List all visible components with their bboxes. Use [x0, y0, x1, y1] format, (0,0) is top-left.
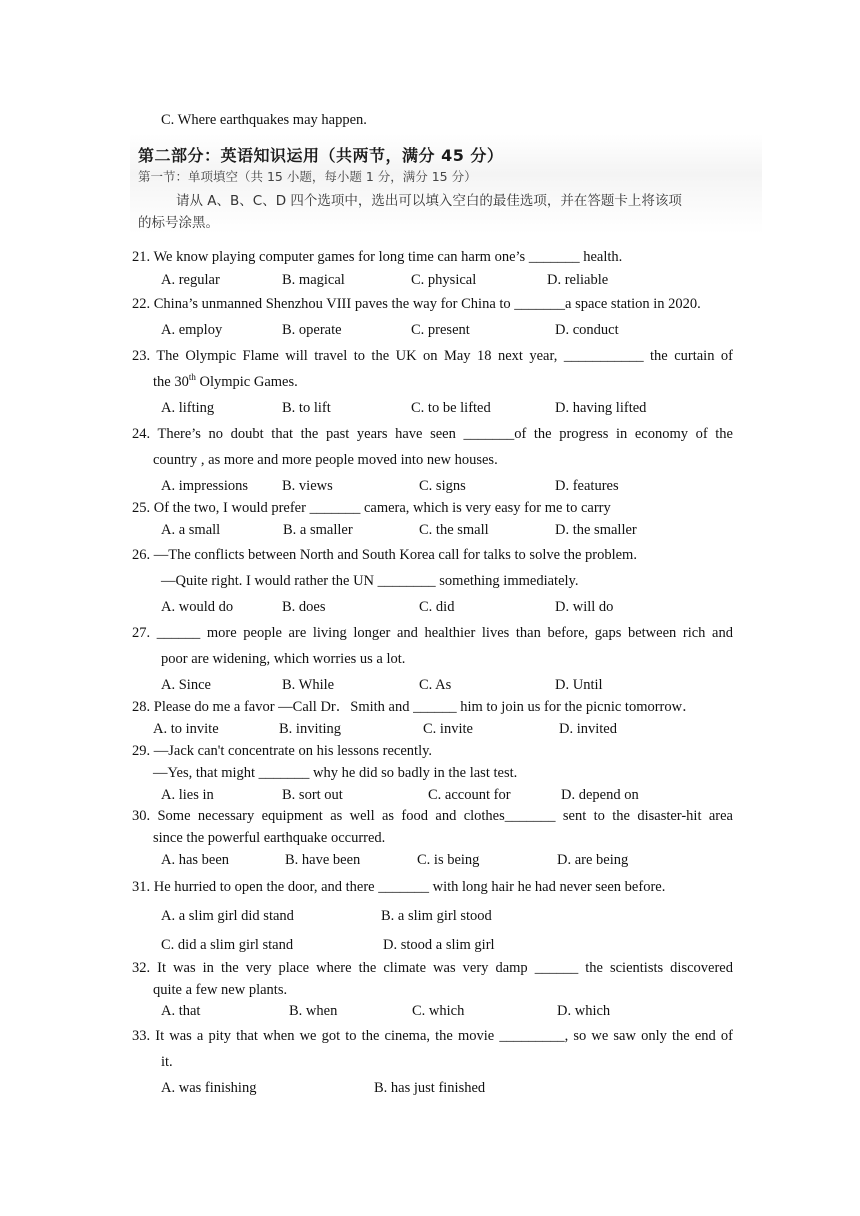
- question-25-option-c: C. the small: [419, 522, 489, 538]
- question-28-option-d: D. invited: [559, 721, 617, 737]
- section-subtitle: 第一节：单项填空（共 15 小题，每小题 1 分，满分 15 分）: [138, 169, 477, 184]
- question-26-option-a: A. would do: [161, 599, 234, 615]
- question-29-stem-line1: 29. —Jack can't concentrate on his lessons recently.: [132, 743, 433, 759]
- question-22-option-a: A. employ: [161, 322, 223, 338]
- question-33-option-a: A. was finishing: [161, 1080, 257, 1096]
- question-29-option-b: B. sort out: [282, 787, 343, 803]
- question-26-stem-line2: —Quite right. I would rather the UN ________ something immediately.: [161, 573, 579, 589]
- question-32-stem-line2: quite a few new plants.: [153, 982, 288, 998]
- question-22-option-c: C. present: [411, 322, 470, 338]
- question-32-option-a: A. that: [161, 1003, 201, 1019]
- question-25-option-a: A. a small: [161, 522, 221, 538]
- question-30-stem-line1: 30. Some necessary equipment as well as food and clothes_______ sent to the disaster-hit area: [132, 808, 733, 824]
- question-26-option-b: B. does: [282, 599, 326, 615]
- question-30-option-c: C. is being: [417, 852, 480, 868]
- question-27-stem-line2: poor are widening, which worries us a lot.: [161, 651, 406, 667]
- question-24-option-c: C. signs: [419, 478, 466, 494]
- question-33-option-b: B. has just finished: [374, 1080, 486, 1096]
- question-22-stem: 22. China’s unmanned Shenzhou VIII paves the way for China to _______a space station in 2020.: [132, 296, 701, 312]
- question-21-option-c: C. physical: [411, 272, 477, 288]
- question-21-stem: 21. We know playing computer games for long time can harm one’s _______ health.: [132, 249, 623, 265]
- question-22-option-d: D. conduct: [555, 322, 619, 338]
- section-title: 第二部分：英语知识运用（共两节，满分 45 分）: [138, 146, 504, 165]
- question-26-stem-line1: 26. —The conflicts between North and South Korea call for talks to solve the problem.: [132, 547, 637, 563]
- question-23-option-a: A. lifting: [161, 400, 215, 416]
- question-24-stem-line1: 24. There’s no doubt that the past years have seen _______of the progress in economy of the: [132, 426, 733, 442]
- question-29-stem-line2: —Yes, that might _______ why he did so badly in the last test.: [153, 765, 518, 781]
- question-27-stem-line1: 27. ______ more people are living longer and healthier lives than before, gaps between rich and: [132, 625, 733, 641]
- question-21-option-b: B. magical: [282, 272, 345, 288]
- question-31-option-c: C. did a slim girl stand: [161, 937, 294, 953]
- question-25-option-b: B. a smaller: [283, 522, 353, 538]
- question-21-option-a: A. regular: [161, 272, 220, 288]
- question-25-option-d: D. the smaller: [555, 522, 637, 538]
- question-29-option-a: A. lies in: [161, 787, 214, 803]
- question-30-stem-line2: since the powerful earthquake occurred.: [153, 830, 386, 846]
- question-30-option-b: B. have been: [285, 852, 361, 868]
- question-29-option-d: D. depend on: [561, 787, 639, 803]
- question-23-option-b: B. to lift: [282, 400, 331, 416]
- section-instruction-line1: 请从 A、B、C、D 四个选项中，选出可以填入空白的最佳选项，并在答题卡上将该项: [176, 193, 682, 209]
- question-23-stem-line1: 23. The Olympic Flame will travel to the UK on May 18 next year, ___________ the curtain of: [132, 348, 733, 364]
- section-instruction-line2: 的标号涂黑。: [138, 215, 219, 231]
- question-31-option-d: D. stood a slim girl: [383, 937, 495, 953]
- question-28-option-c: C. invite: [423, 721, 473, 737]
- question-26-option-c: C. did: [419, 599, 455, 615]
- question-26-option-d: D. will do: [555, 599, 614, 615]
- question-31-option-a: A. a slim girl did stand: [161, 908, 294, 924]
- question-32-option-b: B. when: [289, 1003, 338, 1019]
- question-28-stem: 28. Please do me a favor —Call Dr．Smith and ______ him to join us for the picnic tomorrow．: [132, 699, 697, 715]
- question-32-option-d: D. which: [557, 1003, 611, 1019]
- question-27-option-d: D. Until: [555, 677, 603, 693]
- question-24-option-d: D. features: [555, 478, 619, 494]
- question-31-stem: 31. He hurried to open the door, and there _______ with long hair he had never seen before.: [132, 879, 666, 895]
- question-24-stem-line2: country , as more and more people moved into new houses.: [153, 452, 498, 468]
- question-23-option-d: D. having lifted: [555, 400, 647, 416]
- question-22-option-b: B. operate: [282, 322, 342, 338]
- question-25-stem: 25. Of the two, I would prefer _______ camera, which is very easy for me to carry: [132, 500, 611, 516]
- question-27-option-b: B. While: [282, 677, 335, 693]
- question-24-option-b: B. views: [282, 478, 333, 494]
- question-23-stem-line2: the 30th Olympic Games.: [153, 372, 298, 390]
- question-32-stem-line1: 32. It was in the very place where the climate was very damp ______ the scientists discovered: [132, 960, 733, 976]
- question-31-option-b: B. a slim girl stood: [381, 908, 492, 924]
- question-23-option-c: C. to be lifted: [411, 400, 491, 416]
- question-24-option-a: A. impressions: [161, 478, 248, 494]
- question-33-stem-line1: 33. It was a pity that when we got to the cinema, the movie _________, so we saw only the end of: [132, 1028, 733, 1044]
- question-30-option-d: D. are being: [557, 852, 629, 868]
- previous-question-option-c: C. Where earthquakes may happen.: [161, 112, 367, 128]
- question-28-option-b: B. inviting: [279, 721, 342, 737]
- question-33-stem-line2: it.: [161, 1054, 173, 1070]
- question-27-option-a: A. Since: [161, 677, 211, 693]
- question-27-option-c: C. As: [419, 677, 452, 693]
- question-21-option-d: D. reliable: [547, 272, 609, 288]
- question-32-option-c: C. which: [412, 1003, 465, 1019]
- question-28-option-a: A. to invite: [153, 721, 219, 737]
- question-30-option-a: A. has been: [161, 852, 230, 868]
- question-29-option-c: C. account for: [428, 787, 511, 803]
